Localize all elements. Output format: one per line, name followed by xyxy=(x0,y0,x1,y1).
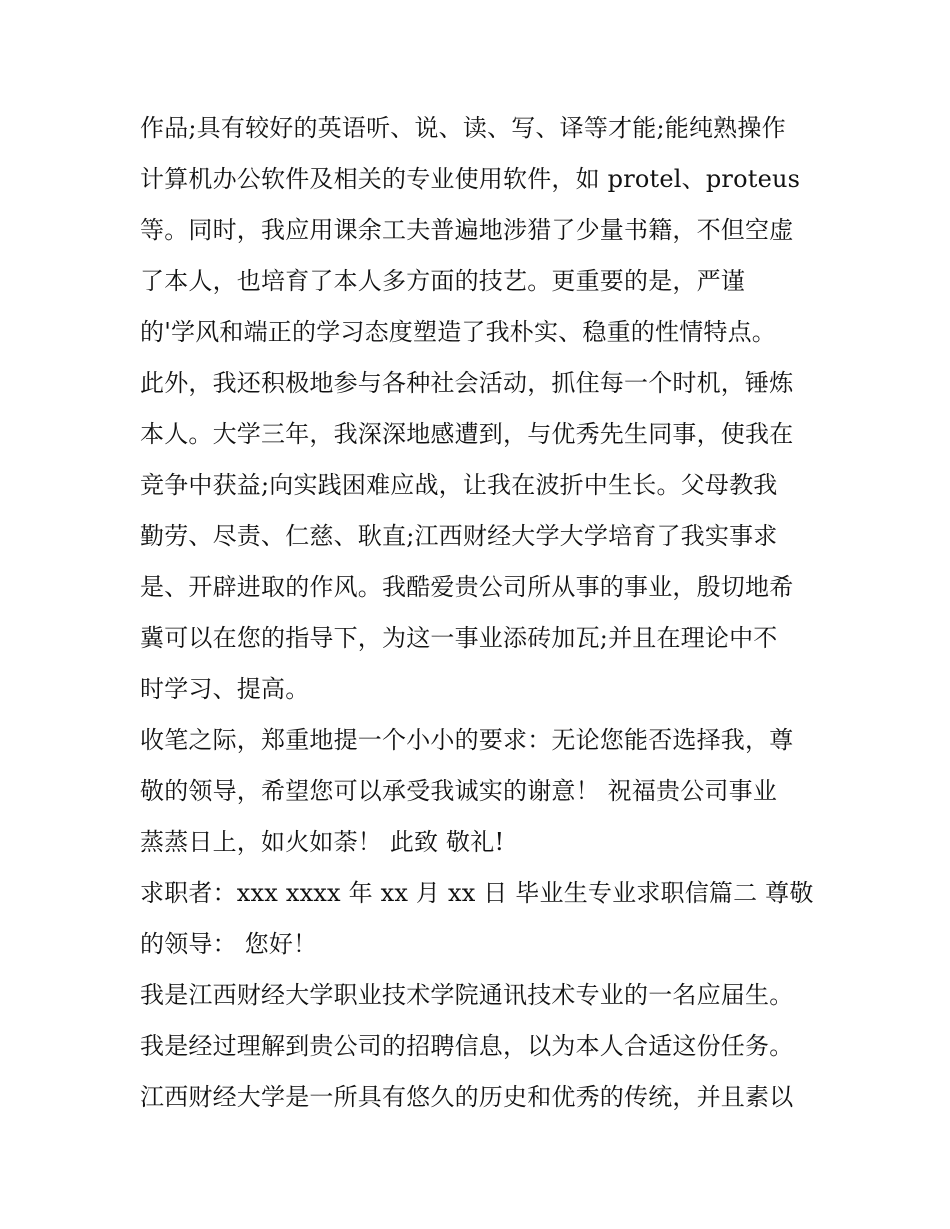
text-line-1: 作品;具有较好的英语听、说、读、写、译等才能;能纯熟操作 xyxy=(140,114,786,142)
text-line-15: 蒸蒸日上，如火如荼！ 此致 敬礼! xyxy=(140,828,505,856)
text-line-11: 冀可以在您的指导下，为这一事业添砖加瓦;并且在理论中不 xyxy=(140,624,778,652)
text-line-17: 的领导： 您好！ xyxy=(140,930,318,958)
text-line-19: 我是经过理解到贵公司的招聘信息，以为本人合适这份任务。 xyxy=(140,1032,794,1060)
body-text xyxy=(140,103,830,1123)
text-line-9: 勤劳、尽责、仁慈、耿直;江西财经大学大学培育了我实事求 xyxy=(140,522,778,550)
text-line-3: 等。同时，我应用课余工夫普遍地涉猎了少量书籍，不但空虚 xyxy=(140,216,794,244)
text-line-20: 江西财经大学是一所具有悠久的历史和优秀的传统，并且素以 xyxy=(140,1083,794,1111)
text-line-13: 收笔之际，郑重地提一个小小的要求：无论您能否选择我，尊 xyxy=(140,726,794,754)
text-line-4: 了本人，也培育了本人多方面的技艺。更重要的是，严谨 xyxy=(140,267,745,295)
text-line-8: 竞争中获益;向实践困难应战，让我在波折中生长。父母教我 xyxy=(140,471,778,499)
text-line-16: 求职者：xxx xxxx 年 xx 月 xx 日 毕业生专业求职信篇二 尊敬 xyxy=(140,879,814,907)
text-line-5: 的'学风和端正的学习态度塑造了我朴实、稳重的性情特点。 xyxy=(140,318,776,346)
text-line-12: 时学习、提高。 xyxy=(140,675,310,703)
text-line-14: 敬的领导，希望您可以承受我诚实的谢意！ 祝福贵公司事业 xyxy=(140,777,778,805)
text-line-10: 是、开辟进取的作风。我酷爱贵公司所从事的事业，殷切地希 xyxy=(140,573,794,601)
text-line-18: 我是江西财经大学职业技术学院通讯技术专业的一名应届生。 xyxy=(140,981,794,1009)
text-line-2: 计算机办公软件及相关的专业使用软件，如 protel、proteus xyxy=(140,165,801,193)
text-line-6: 此外，我还积极地参与各种社会活动，抓住每一个时机，锤炼 xyxy=(140,369,794,397)
text-line-7: 本人。大学三年，我深深地感遭到，与优秀先生同事，使我在 xyxy=(140,420,794,448)
